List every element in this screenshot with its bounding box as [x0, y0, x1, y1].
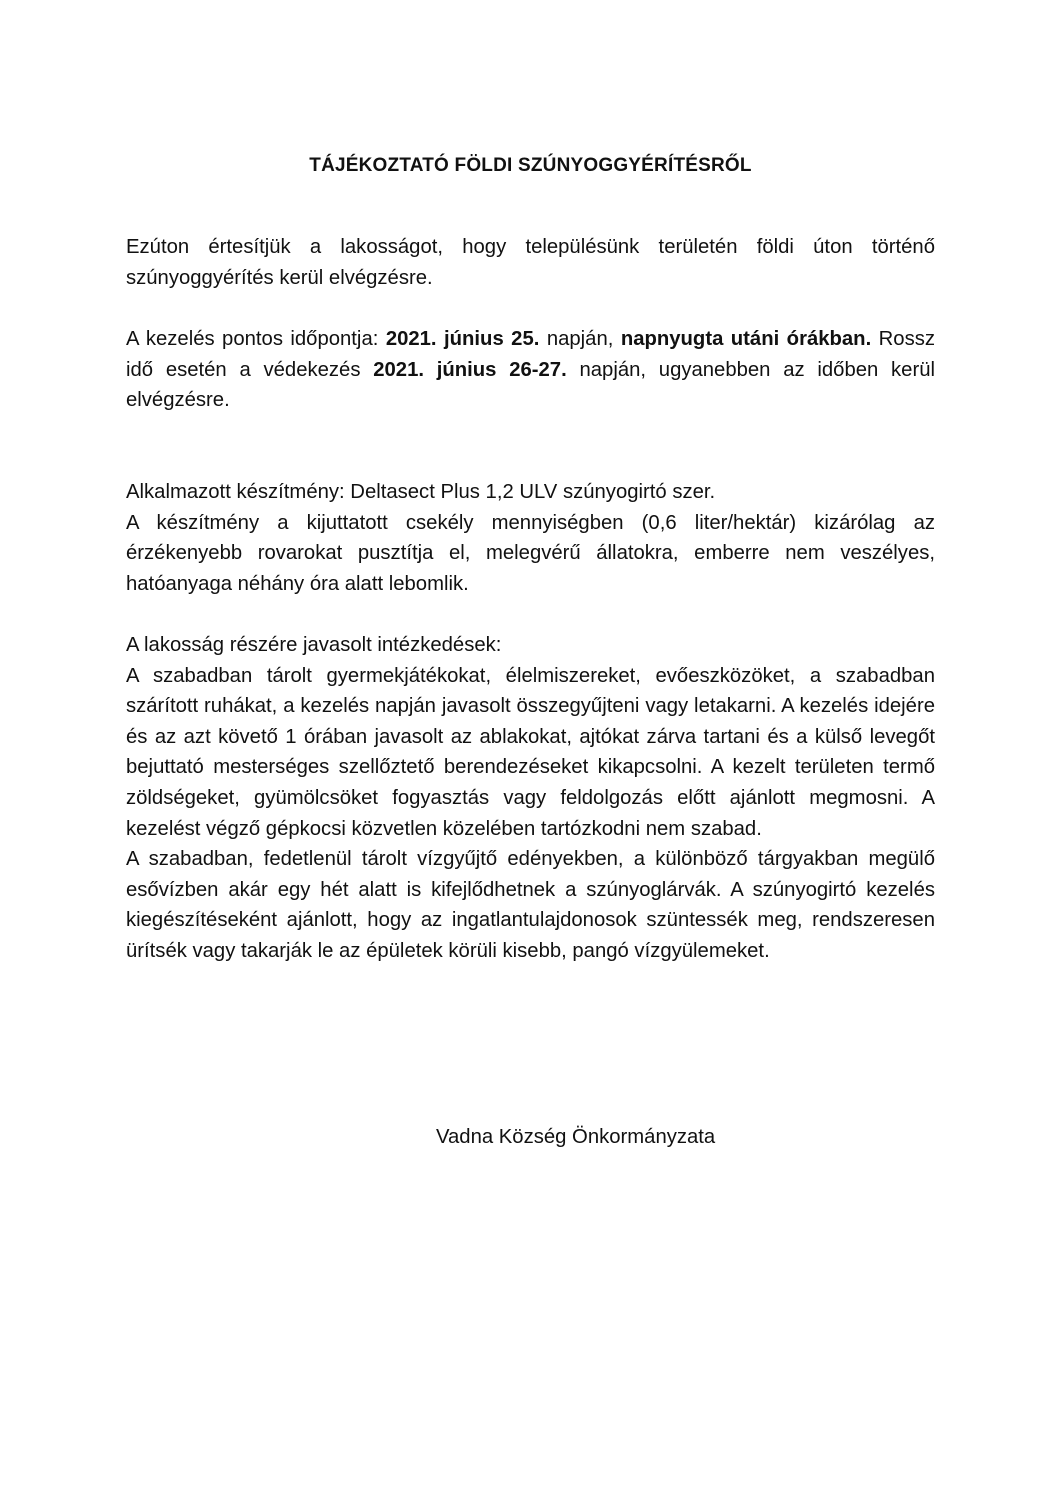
schedule-text [126, 324, 935, 416]
schedule-text-3: Rossz idő esetén a védekezés [126, 328, 936, 381]
schedule-paragraph [126, 324, 935, 416]
schedule-text-4: napján, ugyanebben az időben kerül elvégzésre. [126, 358, 935, 412]
schedule-date-backup: 2021. június 26-27. [373, 358, 567, 381]
schedule-text-2: napján, [539, 328, 621, 350]
measures-text: A szabadban tárolt gyermekjátékokat, élelmiszereket, evőeszközöket, a szabadban szárított ruhákat, a kezelés napján javasolt összegyűjteni vagy letakarni. A kezelés idejére és az azt követő 1 órában javasolt az ablakokat, ajtókat zárva tartani és a külső levegőt bejuttató mesterséges szellőztető berendezéseket kikapcsolni. A kezelt területen termő zöldségeket, gyümölcsöket fogyasztás vagy feldolgozás előtt ajánlott megmosni. A kezelést végző gépkocsi közvetlen közelében tartózkodni nem szabad. [126, 664, 935, 840]
measures-paragraph [126, 630, 935, 967]
document-title: TÁJÉKOZTATÓ FÖLDI SZÚNYOGGYÉRÍTÉSRŐL [309, 155, 752, 176]
schedule-text-1: A kezelés pontos időpontja: [126, 328, 386, 350]
product-line: Alkalmazott készítmény: Deltasect Plus 1,2 ULV szúnyogirtó szer. [126, 481, 716, 503]
schedule-date-primary: 2021. június 25. [385, 328, 540, 350]
measures-heading: A lakosság részére javasolt intézkedések: [126, 634, 502, 656]
product-description: A készítmény a kijuttatott csekély mennyiségben (0,6 liter/hektár) kizárólag az érzékenyebb rovarokat pusztítja el, melegvérű állatokra, emberre nem veszélyes, hatóanyaga néhány óra alatt lebomlik. [126, 511, 935, 595]
schedule-time: napnyugta utáni órákban. [620, 328, 872, 350]
product-paragraph [126, 477, 935, 599]
intro-paragraph [126, 232, 935, 293]
signature: Vadna Község Önkormányzata [436, 1126, 716, 1148]
water-text: A szabadban, fedetlenül tárolt vízgyűjtő edényekben, a különböző tárgyakban megülő esővízben akár egy hét alatt is kifejlődhetnek a szúnyoglárvák. A szúnyogirtó kezelés kiegészítéseként ajánlott, hogy az ingatlantulajdonosok szüntessék meg, rendszeresen ürítsék vagy takarják le az épületek körüli kisebb, pangó vízgyülemeket. [126, 848, 935, 962]
intro-text: Ezúton értesítjük a lakosságot, hogy településünk területén földi úton történő szúnyoggyérítés kerül elvégzésre. [126, 236, 935, 289]
